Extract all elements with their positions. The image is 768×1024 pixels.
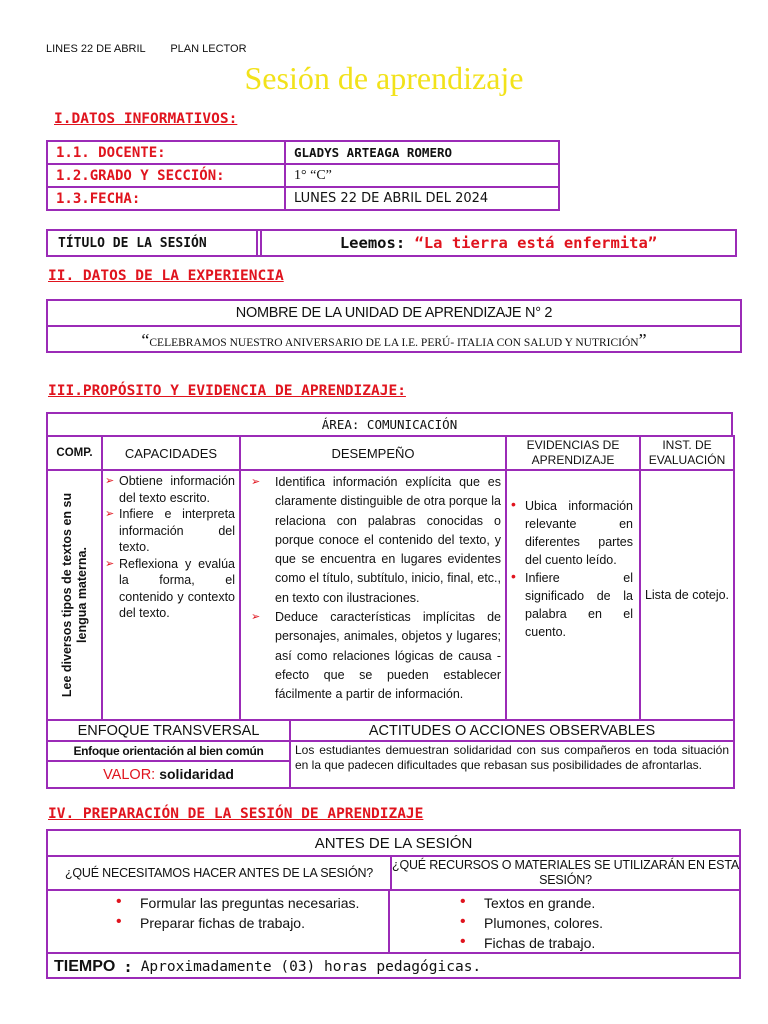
capacidad-item: ➢ Obtiene información del texto escrito. (105, 473, 235, 506)
grado-label: 1.2.GRADO Y SECCIÓN: (47, 164, 285, 187)
session-title-prefix: Leemos: (339, 234, 406, 252)
unit-open-quote: “ (141, 330, 150, 350)
area-header-row (47, 436, 734, 470)
competencia-cell (47, 470, 102, 720)
tiempo-colon: : (123, 958, 133, 976)
page-title: Sesión de aprendizaje (244, 60, 524, 96)
valor-row (48, 762, 289, 787)
unit-name: CELEBRAMOS NUESTRO ANIVERSARIO DE LA I.E. PERÚ- ITALIA CON SALUD Y NUTRICIÓN (149, 337, 639, 349)
material-item: • Plumones, colores. (460, 913, 739, 933)
unit-box (46, 299, 742, 353)
desempeno-cell (240, 470, 506, 720)
info-row-grado (47, 164, 559, 187)
session-title-label: TÍTULO DE LA SESIÓN (48, 231, 258, 255)
evidencias-cell (506, 470, 640, 720)
info-table (46, 140, 560, 211)
antes-materials-list (390, 893, 739, 953)
antes-content-row (48, 891, 739, 954)
grado-value: 1° “C” (285, 164, 559, 187)
unit-name-row (48, 327, 740, 356)
task-item: • Formular las preguntas necesarias. (116, 893, 388, 913)
enfoque-content-row (47, 741, 734, 788)
session-title-value (260, 231, 735, 255)
material-item: • Fichas de trabajo. (460, 933, 739, 953)
header-capacidades: CAPACIDADES (102, 436, 240, 470)
unit-label: NOMBRE DE LA UNIDAD DE APRENDIZAJE N° 2 (48, 301, 740, 327)
antes-question-row (48, 857, 739, 891)
capacidades-list (105, 473, 235, 622)
header-inst: INST. DE EVALUACIÓN (640, 436, 734, 470)
evidencia-item: • Ubica información relevante en diferentes partes del cuento leído. (511, 497, 633, 569)
session-title-box (46, 229, 737, 257)
evidencias-list (511, 497, 633, 641)
enfoque-left-cell (47, 741, 290, 788)
antes-tasks-cell (48, 891, 390, 952)
area-grid (46, 435, 735, 721)
area-content-row (47, 470, 734, 720)
desempeno-item: ➢ Deduce características implícitas de personajes, animales, objetos y lugares; así como relaciones lógicas de causa - efecto que se pueden establecer fácilmente a partir de información. (251, 608, 501, 704)
instrumento-cell: Lista de cotejo. (640, 470, 734, 720)
unit-close-quote: ” (638, 330, 647, 350)
fecha-label: 1.3.FECHA: (47, 187, 285, 210)
enfoque-table (46, 719, 735, 789)
antes-materials-cell (390, 891, 739, 952)
enfoque-header-row (47, 720, 734, 741)
section-4-heading: IV. PREPARACIÓN DE LA SESIÓN DE APRENDIZAJE (48, 806, 424, 822)
header-program: PLAN LECTOR (170, 43, 247, 55)
session-title-name: “La tierra está enfermita” (414, 234, 658, 252)
task-item: • Preparar fichas de trabajo. (116, 913, 388, 933)
header-line (46, 43, 247, 55)
fecha-value: LUNES 22 DE ABRIL DEL 2024 (285, 187, 559, 210)
antes-title: ANTES DE LA SESIÓN (48, 831, 739, 857)
capacidades-cell (102, 470, 240, 720)
evidencia-item: • Infiere el significado de la palabra en el cuento. (511, 569, 633, 641)
desempeno-list (251, 473, 501, 705)
header-desempeno: DESEMPEÑO (240, 436, 506, 470)
tiempo-label: TIEMPO (54, 958, 116, 975)
section-2-heading: II. DATOS DE LA EXPERIENCIA (48, 268, 284, 284)
valor-label: VALOR: (103, 767, 156, 783)
section-1-heading: I.DATOS INFORMATIVOS: (54, 111, 238, 127)
antes-q2: ¿QUÉ RECURSOS O MATERIALES SE UTILIZARÁN EN ESTA SESIÓN? (392, 858, 739, 887)
info-row-fecha (47, 187, 559, 210)
section-3-heading: III.PROPÓSITO Y EVIDENCIA DE APRENDIZAJE: (48, 383, 406, 399)
valor-value: solidaridad (159, 766, 234, 782)
header-date: LINES 22 DE ABRIL (46, 43, 146, 55)
enfoque-header-right: ACTITUDES O ACCIONES OBSERVABLES (290, 720, 734, 741)
tiempo-value: Aproximadamente (03) horas pedagógicas. (140, 959, 482, 975)
docente-value: GLADYS ARTEAGA ROMERO (285, 141, 559, 164)
actitudes-cell: Los estudiantes demuestran solidaridad con sus compañeros en toda situación en la que padecen dificultades que rebasan sus posibilidades de afrontarlas. (290, 741, 734, 788)
area-title: ÁREA: COMUNICACIÓN (46, 412, 733, 435)
enfoque-name: Enfoque orientación al bien común (48, 742, 289, 762)
tiempo-row (48, 954, 739, 980)
enfoque-header-left: ENFOQUE TRANSVERSAL (47, 720, 290, 741)
header-comp: COMP. (47, 436, 102, 470)
capacidad-item: ➢ Reflexiona y evalúa la forma, el contenido y contexto del texto. (105, 556, 235, 622)
header-evidencias: EVIDENCIAS DE APRENDIZAJE (506, 436, 640, 470)
material-item: • Textos en grande. (460, 893, 739, 913)
competencia-text: Lee diversos tipos de textos en su lengua materna. (59, 492, 89, 698)
info-row-docente (47, 141, 559, 164)
area-table (46, 412, 733, 789)
docente-label: 1.1. DOCENTE: (47, 141, 285, 164)
desempeno-item: ➢ Identifica información explícita que es claramente distinguible de otra porque la relaciona con palabras conocidas o porque conoce el contenido del texto, y que se encuentra en lugares evidentes como el título, subtítulo, inicio, final, etc., en texto con ilustraciones. (251, 473, 501, 608)
capacidad-item: ➢ Infiere e interpreta información del texto. (105, 506, 235, 556)
antes-q1: ¿QUÉ NECESITAMOS HACER ANTES DE LA SESIÓN? (48, 857, 392, 889)
antes-box (46, 829, 741, 979)
antes-tasks-list (48, 893, 388, 933)
